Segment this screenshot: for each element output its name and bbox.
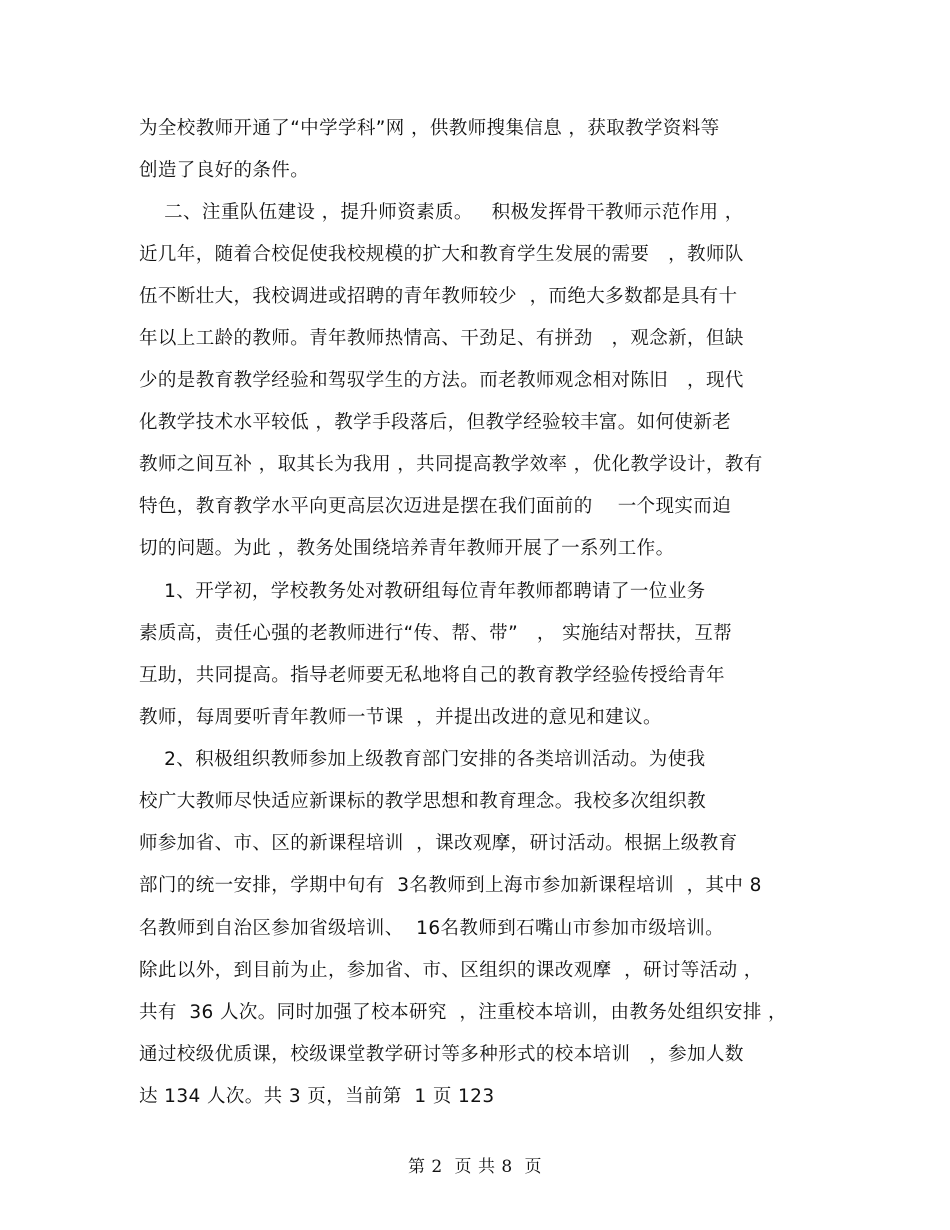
text-line: 部门的统一安排，学期中旬有 3名教师到上海市参加新课程培训 ，其中 8: [139, 875, 762, 896]
text-line: 除此以外，到目前为止，参加省、市、区组织的课改观摩 ，研讨等活动 ，: [139, 960, 763, 981]
text-line: 少的是教育教学经验和驾驭学生的方法。而老教师观念相对陈旧 ，现代: [139, 370, 744, 391]
text-line: 为全校教师开通了“中学学科”网 ，供教师搜集信息 ，获取教学资料等: [139, 118, 720, 139]
text-line: 教师，每周要听青年教师一节课 ，并提出改进的意见和建议。: [139, 707, 662, 728]
text-line: 二、注重队伍建设 ，提升师资素质。 积极发挥骨干教师示范作用 ，: [139, 202, 744, 223]
text-line: 特色，教育教学水平向更高层次迈进是摆在我们面前的 一个现实而迫: [139, 496, 732, 517]
page-number-footer: 第 2 页 共 8 页: [408, 1157, 542, 1177]
text-line: 切的问题。为此 ，教务处围绕培养青年教师开展了一系列工作。: [139, 538, 675, 559]
text-line: 年以上工龄的教师。青年教师热情高、干劲足、有拼劲 ，观念新，但缺: [139, 328, 744, 349]
text-line: 近几年，随着合校促使我校规模的扩大和教育学生发展的需要 ，教师队: [139, 244, 744, 265]
text-line: 1、开学初，学校教务处对教研组每位青年教师都聘请了一位业务: [139, 581, 706, 602]
text-line: 素质高，责任心强的老教师进行“传、帮、带” ， 实施结对帮扶，互帮: [139, 623, 733, 644]
text-line: 教师之间互补 ，取其长为我用 ，共同提高教学效率 ，优化教学设计，教有: [139, 454, 763, 475]
text-line: 化教学技术水平较低 ，教学手段落后，但教学经验较丰富。如何使新老: [139, 412, 732, 433]
text-line: 通过校级优质课，校级课堂教学研讨等多种形式的校本培训 ，参加人数: [139, 1044, 744, 1065]
text-line: 共有 36 人次。同时加强了校本研究 ，注重校本培训，由教务处组织安排 ，: [139, 1002, 787, 1023]
text-line: 名教师到自治区参加省级培训、 16名教师到石嘴山市参加市级培训。: [139, 918, 725, 939]
text-line: 伍不断壮大，我校调进或招聘的青年教师较少 ，而绝大多数都是具有十: [139, 286, 738, 307]
text-line: 师参加省、市、区的新课程培训 ，课改观摩，研讨活动。根据上级教育: [139, 833, 738, 854]
text-line: 达 134 人次。共 3 页，当前第 1 页 123: [139, 1086, 495, 1107]
text-line: 创造了良好的条件。: [139, 160, 310, 181]
text-line: 2、积极组织教师参加上级教育部门安排的各类培训活动。为使我: [139, 749, 706, 770]
text-line: 校广大教师尽快适应新课标的教学思想和教育理念。我校多次组织教: [139, 791, 707, 812]
text-line: 互助，共同提高。指导老师要无私地将自己的教育教学经验传授给青年: [139, 665, 725, 686]
